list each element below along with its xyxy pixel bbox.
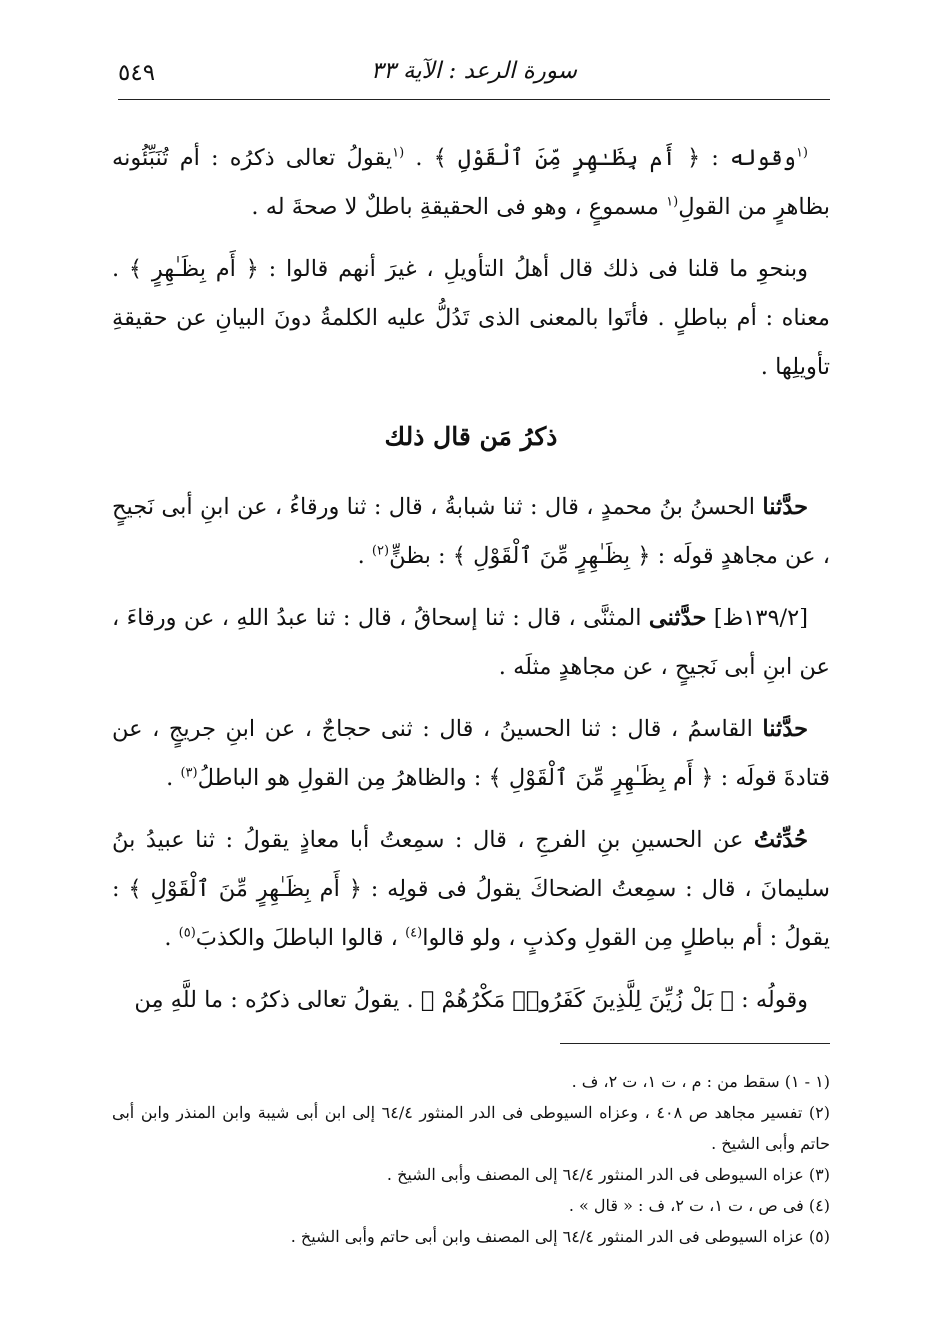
paragraph-text: يقولُ تعالى ذكرُه : أم تُنَبِّئُونه بظاهرٍ من القولِ (112, 145, 830, 220)
footnote-ref: (١ (795, 145, 808, 161)
main-text (112, 134, 830, 1038)
section-heading: ذكرُ مَن قال ذلك (384, 422, 558, 451)
paragraph-text: القاسمُ ، قال : ثنا الحسينُ ، قال : ثنى حجاجٌ ، عن ابنِ جريجٍ ، عن قتادةَ قولَه : ﴿ أَم بِظَـٰهِرٍ مِّنَ ٱلْقَوْلِ ﴾ : والظاهرُ مِن القولِ هو الباطلُ (112, 716, 830, 791)
paragraph-5 (112, 705, 830, 803)
narration-lead: حدَّثنا (762, 716, 808, 742)
footnote-ref: (٢) (371, 543, 390, 559)
paragraph-1 (112, 134, 830, 232)
footnote-ref: (١ (392, 145, 405, 161)
paragraph-text: . (164, 925, 179, 951)
paragraph-text: وقولُه : ﴿ بَلْ زُيِّنَ لِلَّذِينَ كَفَرُوا۟ مَكْرُهُمْ ﴾ . يقولُ تعالى ذكرُه : ما للَّهِ مِن (134, 987, 808, 1013)
footnote-ref: (٤) (405, 925, 423, 941)
footnote-5: (٥) عزاه السيوطى فى الدر المنثور ٦٤/٤ إلى المصنف وابن أبى حاتم وأبى الشيخ . (290, 1227, 830, 1246)
paragraph-text: مسموعٍ ، وهو فى الحقيقةِ باطلٌ لا صحةَ له . (251, 194, 667, 220)
paragraph-7 (112, 976, 830, 1025)
page-number: ٥٤٩ (118, 60, 156, 86)
footnote-4: (٤) فى ص ، ت ١، ت ٢، ف : « قال » . (568, 1196, 830, 1215)
header-rule (118, 99, 830, 100)
running-head (118, 58, 830, 98)
paragraph-text: المثنَّى ، قال : ثنا إسحاقُ ، قال : ثنا عبدُ اللهِ ، عن ورقاءَ ، عن ابنِ أبى نَجيحٍ ، عن مجاهدٍ مثلَه . (112, 605, 830, 680)
footnote-rule (560, 1043, 830, 1044)
running-title: سورة الرعد : الآية ٣٣ (370, 58, 578, 84)
narration-lead: حُدِّثتُ (753, 827, 808, 853)
paragraph-text: وبنحوِ ما قلنا فى ذلك قال أهلُ التأويلِ ، غيرَ أنهم قالوا : ﴿ أَم بِظَـٰهِرٍ ﴾ . معناه : أم بباطلٍ . فأتَوا بالمعنى الذى تَدُلُّ عليه الكلمةُ دونَ البيانِ عن حقيقةِ تأويلِها . (112, 256, 830, 380)
paragraph-text: الحسنُ بنُ محمدٍ ، قال : ثنا شبابةُ ، قال : ثنا ورقاءُ ، عن ابنِ أبى نَجيحٍ ، عن مجاهدٍ قولَه : ﴿ بِظَـٰهِرٍ مِّنَ ٱلْقَوْلِ ﴾ : بظنٍّ (112, 494, 830, 569)
paragraph-4 (112, 594, 830, 692)
paragraph-text: عن الحسينِ بنِ الفرجِ ، قال : سمِعتُ أبا معاذٍ يقولُ : ثنا عبيدُ بنُ سليمانَ ، قال : سمِعتُ الضحاكَ يقولُ فى قولِه : ﴿ أَم بِظَـٰهِرٍ مِّنَ ٱلْقَوْلِ ﴾ : يقولُ : أم بباطلٍ مِن القولِ وكذبٍ ، ولو قالوا (112, 827, 830, 951)
quran-verse: : ﴿ أَم بِظَـٰهِرٍ مِّنَ ٱلْقَوْلِ ﴾ . (404, 145, 731, 171)
manuscript-marker: [١٣٩/٢ظ] (706, 605, 808, 631)
footnote-2: (٢) تفسير مجاهد ص ٤٠٨ ، وعزاه السيوطى فى الدر المنثور ٦٤/٤ إلى ابن أبى شيبة وابن المنذر وابن أبى حاتم وأبى الشيخ . (112, 1103, 830, 1153)
footnote-ref: (١ (666, 194, 679, 210)
paragraph-text: ، قالوا الباطلَ والكذبَ (195, 925, 406, 951)
paragraph-6 (112, 816, 830, 963)
paragraph-text: وقوله (730, 145, 796, 171)
paragraph-text: . (357, 543, 372, 569)
footnotes (112, 1066, 830, 1252)
footnote-ref: (٣) (180, 765, 198, 781)
narration-lead: حدَّثنا (762, 494, 808, 520)
footnote-ref: (٥) (178, 925, 196, 941)
paragraph-3 (112, 483, 830, 581)
paragraph-2 (112, 245, 830, 392)
narration-lead: حدَّثنى (648, 605, 707, 631)
paragraph-text: . (166, 765, 181, 791)
footnote-1: (١ - ١) سقط من : م ، ت ١، ت ٢، ف . (571, 1072, 830, 1091)
footnote-3: (٣) عزاه السيوطى فى الدر المنثور ٦٤/٤ إلى المصنف وأبى الشيخ . (386, 1165, 830, 1184)
